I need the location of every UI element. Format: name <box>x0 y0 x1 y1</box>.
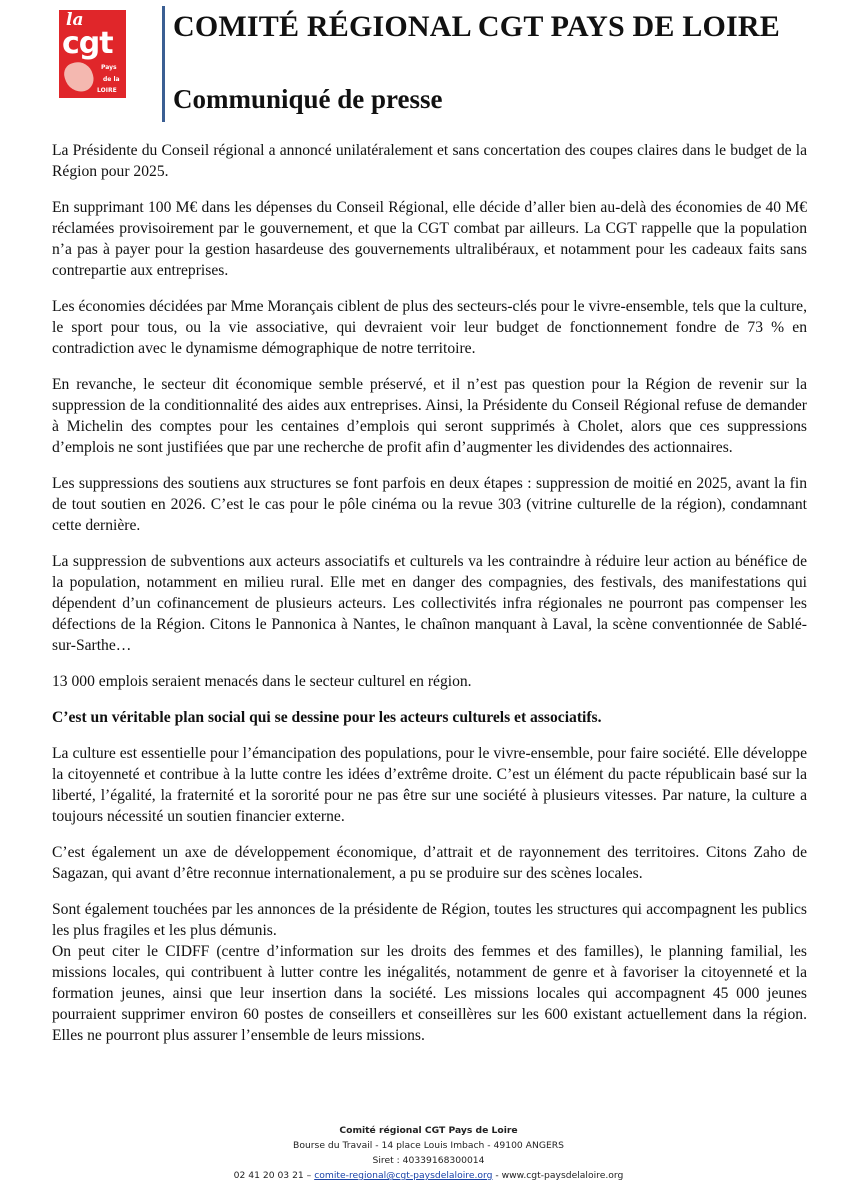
paragraph: Les suppressions des soutiens aux structures se font parfois en deux étapes : suppression de moitié en 2025, avant la fin de tout soutien en 2026. C’est le cas pour le pôle cinéma ou la revue 303 (vitrine culturelle de la région), condamnant cette dernière. <box>52 475 807 534</box>
logo-pays-text: Pays <box>101 64 117 71</box>
logo-de-text: de la <box>103 76 120 83</box>
paragraph: Sont également touchées par les annonces de la présidente de Région, toutes les structures qui accompagnent les publics les plus fragiles et les plus démunis. <box>52 901 807 939</box>
page-header <box>0 0 857 130</box>
highlight-paragraph: C’est un véritable plan social qui se dessine pour les acteurs culturels et associatifs. <box>52 709 602 726</box>
press-release-body <box>52 140 807 1061</box>
footer-siret: Siret : 40339168300014 <box>372 1155 485 1166</box>
header-divider <box>162 6 165 122</box>
paragraph: On peut citer le CIDFF (centre d’information sur les droits des femmes et des familles), le planning familial, les missions locales, qui contribuent à lutter contre les inégalités, notamment de genre et à favoriser la citoyenneté et la formation jeunes, ainsi que leur insertion dans la société. Les missions locales qui accompagnent 45 000 jeunes pourraient supprimer environ 60 postes de conseillers et conseillères sur les 600 existant actuellement dans la région. Elles ne pourront plus assurer l’ensemble de leurs missions. <box>52 943 807 1044</box>
paragraph: La culture est essentielle pour l’émancipation des populations, pour le vivre-ensemble, pour faire société. Elle développe la citoyenneté et contribue à la lutte contre les idées d’extrême droite. C’est un élément du pacte républicain basé sur la liberté, l’égalité, la fraternité et la sororité pour ne pas être sur une société à plusieurs vitesses. Par nature, la culture a toujours nécessité un soutien financier externe. <box>52 745 807 825</box>
paragraph: En supprimant 100 M€ dans les dépenses du Conseil Régional, elle décide d’aller bien au-delà des économies de 40 M€ réclamées provisoirement par le gouvernement, et que la CGT combat par ailleurs. La CGT rappelle que la population n’a pas à payer pour la gestion hasardeuse des gouvernements ultralibéraux, et notamment pour les cadeaux faits sans contrepartie aux entreprises. <box>52 199 807 279</box>
paragraph: En revanche, le secteur dit économique semble préservé, et il n’est pas question pour la Région de revenir sur la suppression de la conditionnalité des aides aux entreprises. Ainsi, la Présidente du Conseil Régional refuse de demander à Michelin des comptes pour les centaines d’emplois qui seront supprimés à Cholet, alors que ces suppressions d’emplois ne sont justifiées que par une recherche de profit afin d’augmenter les dividendes des actionnaires. <box>52 376 807 456</box>
footer-website[interactable]: www.cgt-paysdelaloire.org <box>501 1170 624 1181</box>
logo-la-text: la <box>66 10 84 30</box>
footer-contact <box>0 1168 857 1183</box>
paragraph: C’est également un axe de développement économique, d’attrait et de rayonnement des territoires. Citons Zaho de Sagazan, qui avant d’être reconnue internationalement, a pu se produire sur des scènes locales. <box>52 844 807 882</box>
page-title: COMITÉ RÉGIONAL CGT PAYS DE LOIRE <box>173 10 781 43</box>
cgt-logo <box>59 10 126 98</box>
paragraph: La Présidente du Conseil régional a annoncé unilatéralement et sans concertation des coupes claires dans le budget de la Région pour 2025. <box>52 142 807 180</box>
footer-address: Bourse du Travail - 14 place Louis Imbach - 49100 ANGERS <box>293 1140 564 1151</box>
footer-separator: – <box>303 1170 315 1181</box>
footer-org: Comité régional CGT Pays de Loire <box>339 1125 518 1136</box>
region-map-icon <box>62 59 97 95</box>
logo-cgt-text: cgt <box>62 26 113 61</box>
paragraph: 13 000 emplois seraient menacés dans le secteur culturel en région. <box>52 673 472 690</box>
footer-separator: - <box>492 1170 502 1181</box>
footer-email-link[interactable]: comite-regional@cgt-paysdelaloire.org <box>314 1170 493 1181</box>
paragraph: La suppression de subventions aux acteurs associatifs et culturels va les contraindre à réduire leur action au bénéfice de la population, notamment en milieu rural. Elle met en danger des compagnies, des festivals, des manifestations qui dépendent d’un cofinancement de plusieurs acteurs. Les collectivités infra régionales ne pourront pas compenser les défections de la Région. Citons le Pannonica à Nantes, le chaînon manquant à Laval, la scène conventionnée de Sablé-sur-Sarthe… <box>52 553 807 654</box>
paragraph: Les économies décidées par Mme Morançais ciblent de plus des secteurs-clés pour le vivre-ensemble, tels que la culture, le sport pour tous, ou la vie associative, qui devraient voir leur budget de fonctionnement fondre de 73 % en contradiction avec le dynamisme démographique de notre territoire. <box>52 298 807 357</box>
page-footer <box>0 1123 857 1183</box>
page-subtitle: Communiqué de presse <box>173 84 443 114</box>
footer-phone: 02 41 20 03 21 <box>233 1170 304 1181</box>
logo-loire-text: LOIRE <box>97 87 117 94</box>
